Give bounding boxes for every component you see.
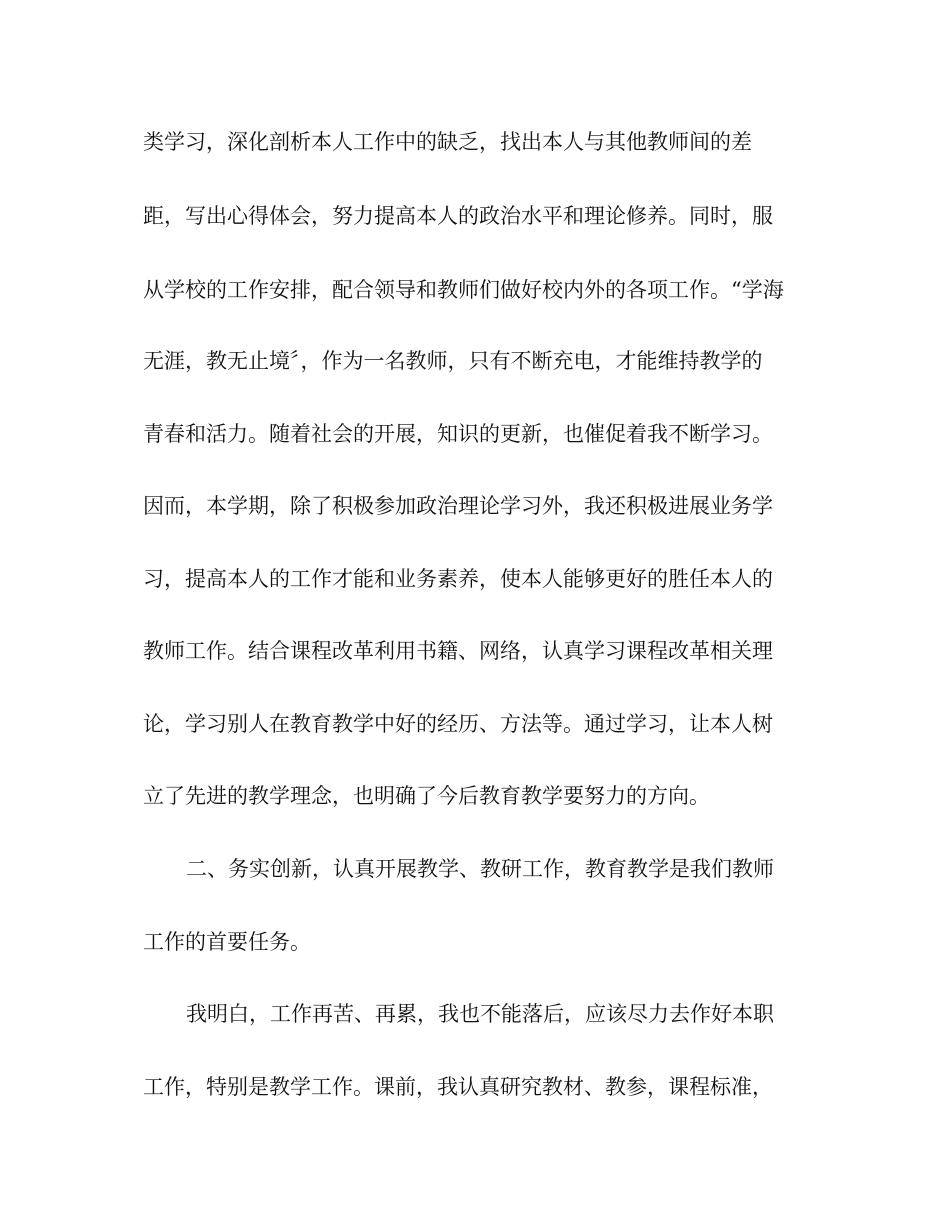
- text-line: 论，学习别人在教育教学中好的经历、方法等。通过学习，让本人树: [143, 712, 773, 736]
- text-line: 习，提高本人的工作才能和业务素养，使本人能够更好的胜任本人的: [143, 567, 773, 591]
- text-line: 因而，本学期，除了积极参加政治理论学习外，我还积极进展业务学: [143, 494, 773, 518]
- text-line: 从学校的工作安排，配合领导和教师们做好校内外的各项工作。“学海: [143, 278, 784, 302]
- text-line: 距，写出心得体会，努力提高本人的政治水平和理论修养。同时，服: [143, 204, 773, 228]
- text-line: 工作的首要任务。: [143, 930, 311, 954]
- paragraph-heading-line: 二、务实创新，认真开展教学、教研工作，教育教学是我们教师: [186, 857, 774, 881]
- text-line: 青春和活力。随着社会的开展，知识的更新，也催促着我不断学习。: [143, 422, 773, 446]
- text-line: 立了先进的教学理念，也明确了今后教育教学要努力的方向。: [143, 784, 710, 808]
- text-line: 类学习，深化剖析本人工作中的缺乏，找出本人与其他教师间的差: [143, 130, 752, 154]
- paragraph-start-line: 我明白，工作再苦、再累，我也不能落后，应该尽力去作好本职: [186, 1002, 774, 1026]
- text-line: 工作，特别是教学工作。课前，我认真研究教材、教参，课程标准，: [143, 1075, 773, 1099]
- text-line: 教师工作。结合课程改革利用书籍、网络，认真学习课程改革相关理: [143, 639, 773, 663]
- text-line: 无涯，教无止境〞，作为一名教师，只有不断充电，才能维持教学的: [143, 349, 763, 373]
